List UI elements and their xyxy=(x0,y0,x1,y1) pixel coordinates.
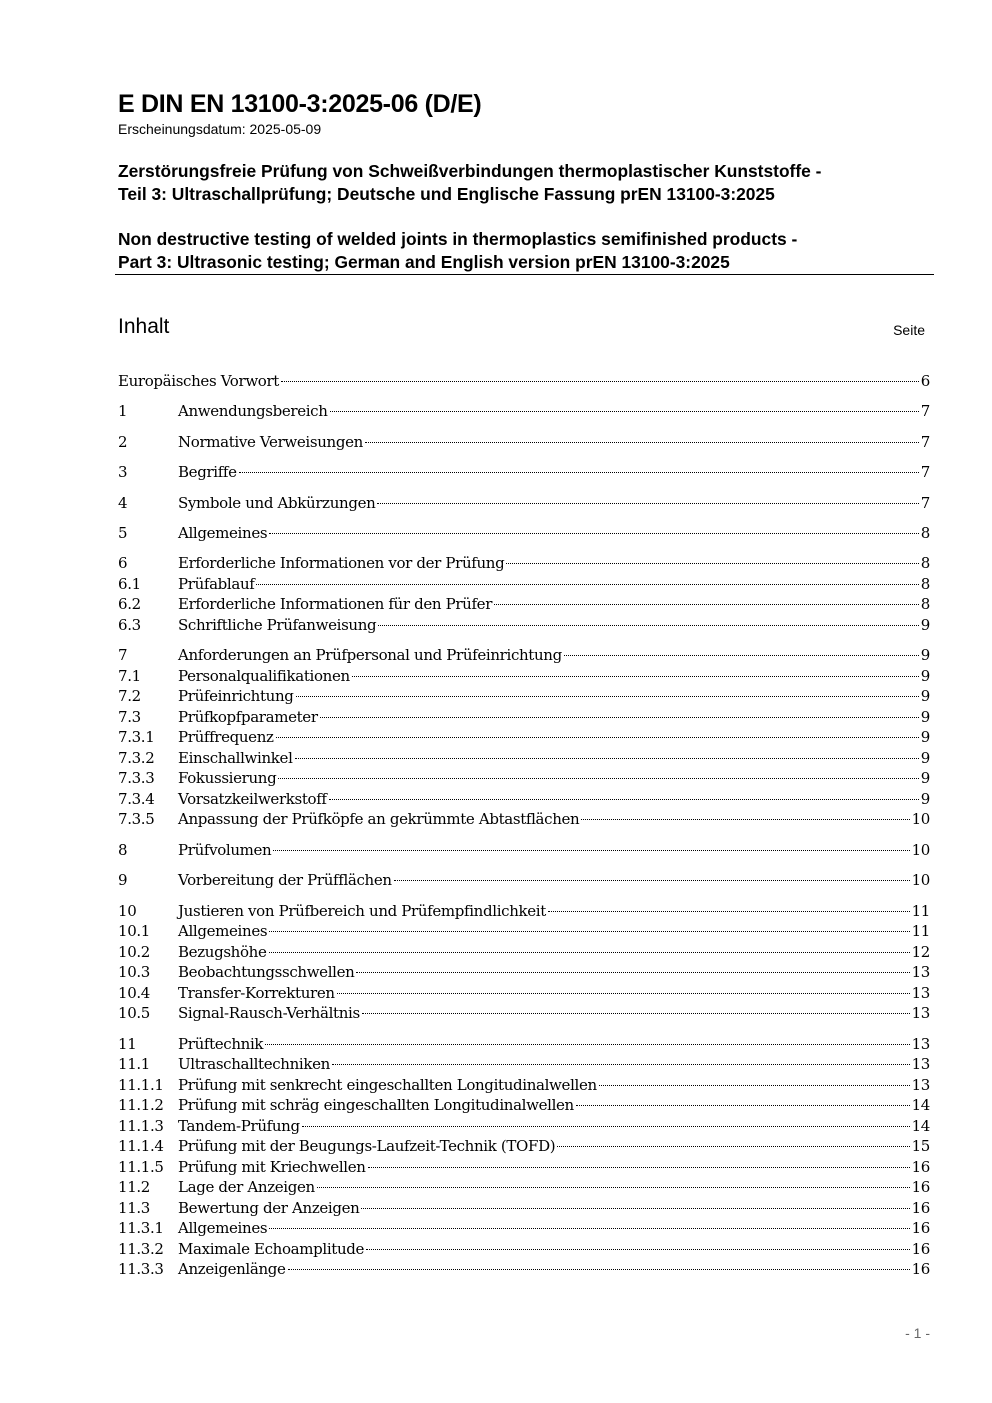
toc-entry-page: 8 xyxy=(920,575,930,593)
toc-dot-leader xyxy=(576,1105,910,1106)
toc-entry-title: Normative Verweisungen xyxy=(178,433,363,451)
toc-entry-number: 11.2 xyxy=(118,1178,150,1196)
toc-entry-page: 9 xyxy=(920,769,930,787)
toc-dot-leader xyxy=(394,880,910,881)
toc-entry-title: Personalqualifikationen xyxy=(178,667,350,685)
toc-entry-number: 7.3.2 xyxy=(118,749,155,767)
toc-entry-number: 11 xyxy=(118,1035,137,1053)
toc-entry[interactable] xyxy=(118,983,930,1004)
toc-entry-page: 7 xyxy=(920,494,930,512)
toc-entry-title: Allgemeines xyxy=(178,1219,268,1237)
toc-entry-title: Erforderliche Informationen für den Prüfer xyxy=(178,595,493,613)
toc-entry-title: Allgemeines xyxy=(178,922,268,940)
toc-entry[interactable] xyxy=(118,942,930,963)
toc-dot-leader xyxy=(581,819,909,820)
toc-entry[interactable] xyxy=(118,727,930,748)
toc-entry[interactable] xyxy=(118,1198,930,1219)
toc-entry[interactable] xyxy=(118,666,930,687)
toc-entry-number: 10.1 xyxy=(118,922,150,940)
toc-entry-title: Prüfung mit senkrecht eingeschallten Longitudinalwellen xyxy=(178,1076,597,1094)
toc-entry-title: Prüfung mit schräg eingeschallten Longitudinalwellen xyxy=(178,1096,574,1114)
toc-entry-number: 7.3.4 xyxy=(118,790,155,808)
toc-entry-number: 7.3.3 xyxy=(118,769,155,787)
toc-entry-number: 6.3 xyxy=(118,616,141,634)
toc-entry-number: 7 xyxy=(118,646,128,664)
toc-dot-leader xyxy=(269,952,910,953)
toc-entry-page: 9 xyxy=(920,646,930,664)
toc-entry-title: Tandem-Prüfung xyxy=(178,1117,300,1135)
toc-entry-page: 13 xyxy=(911,984,930,1002)
toc-entry-page: 12 xyxy=(911,943,930,961)
toc-entry-page: 13 xyxy=(911,1055,930,1073)
toc-entry-number: 11.1.3 xyxy=(118,1117,164,1135)
toc-entry-page: 7 xyxy=(920,433,930,451)
toc-entry[interactable] xyxy=(118,1095,930,1116)
toc-entry-page: 11 xyxy=(911,922,930,940)
toc-entry-number: 3 xyxy=(118,463,128,481)
toc-entry-title: Transfer-Korrekturen xyxy=(178,984,335,1002)
toc-entry-page: 13 xyxy=(911,1004,930,1022)
toc-entry[interactable] xyxy=(118,921,930,942)
toc-entry-title: Prüfeinrichtung xyxy=(178,687,294,705)
toc-dot-leader xyxy=(269,533,919,534)
toc-entry-page: 16 xyxy=(911,1260,930,1278)
toc-entry-number: 11.3.1 xyxy=(118,1219,164,1237)
toc-entry-title: Prüftechnik xyxy=(178,1035,264,1053)
toc-dot-leader xyxy=(256,584,918,585)
toc-dot-leader xyxy=(332,1064,910,1065)
toc-entry-page: 14 xyxy=(911,1096,930,1114)
toc-entry-title: Vorbereitung der Prüfflächen xyxy=(178,871,392,889)
toc-entry-page: 14 xyxy=(911,1117,930,1135)
toc-entry-page: 10 xyxy=(911,841,930,859)
toc-entry-number: 7.2 xyxy=(118,687,141,705)
toc-entry-page: 13 xyxy=(911,1035,930,1053)
toc-entry[interactable] xyxy=(118,686,930,707)
toc-entry-number: 11.1 xyxy=(118,1055,150,1073)
toc-entry-number: 11.1.5 xyxy=(118,1158,164,1176)
toc-entry-title: Anwendungsbereich xyxy=(178,402,328,420)
toc-entry[interactable] xyxy=(118,748,930,769)
toc-entry-number: 8 xyxy=(118,841,128,859)
toc-entry-title: Begriffe xyxy=(178,463,237,481)
toc-entry-page: 9 xyxy=(920,749,930,767)
toc-entry-number: 4 xyxy=(118,494,128,512)
toc-entry-page: 7 xyxy=(920,402,930,420)
toc-entry-number: 10 xyxy=(118,902,137,920)
toc-entry[interactable] xyxy=(118,1239,930,1260)
toc-entry[interactable] xyxy=(118,840,930,861)
toc-entry-page: 16 xyxy=(911,1219,930,1237)
toc-dot-leader xyxy=(320,717,919,718)
toc-entry[interactable] xyxy=(118,493,930,514)
toc-entry-number: 10.2 xyxy=(118,943,150,961)
toc-entry-page: 16 xyxy=(911,1178,930,1196)
toc-entry[interactable] xyxy=(118,432,930,453)
toc-entry-title: Einschallwinkel xyxy=(178,749,293,767)
toc-entry-number: 7.1 xyxy=(118,667,141,685)
toc-entry-title: Signal-Rausch-Verhältnis xyxy=(178,1004,360,1022)
toc-entry-page: 9 xyxy=(920,616,930,634)
toc-dot-leader xyxy=(494,604,919,605)
toc-entry-number: 6.1 xyxy=(118,575,141,593)
toc-entry-title: Symbole und Abkürzungen xyxy=(178,494,376,512)
toc-entry[interactable] xyxy=(118,1157,930,1178)
toc-entry-title: Anzeigenlänge xyxy=(178,1260,286,1278)
toc-entry-number: 10.3 xyxy=(118,963,150,981)
toc-dot-leader xyxy=(378,625,918,626)
toc-entry-title: Prüfkopfparameter xyxy=(178,708,318,726)
toc-dot-leader xyxy=(302,1126,910,1127)
toc-page-label: Seite xyxy=(893,322,925,338)
toc-dot-leader xyxy=(265,1044,909,1045)
toc-entry-page: 16 xyxy=(911,1199,930,1217)
toc-entry-page: 9 xyxy=(920,708,930,726)
toc-entry-number: 11.3 xyxy=(118,1199,150,1217)
toc-entry-title: Lage der Anzeigen xyxy=(178,1178,315,1196)
toc-entry-page: 9 xyxy=(920,790,930,808)
toc-entry[interactable] xyxy=(118,901,930,922)
toc-entry-number: 5 xyxy=(118,524,128,542)
toc-entry-title: Prüfung mit der Beugungs-Laufzeit-Technik (TOFD) xyxy=(178,1137,556,1155)
toc-entry[interactable] xyxy=(118,1034,930,1055)
toc-entry-number: 11.1.4 xyxy=(118,1137,164,1155)
toc-entry-page: 16 xyxy=(911,1240,930,1258)
toc-dot-leader xyxy=(295,758,919,759)
toc-dot-leader xyxy=(239,472,919,473)
title-english xyxy=(118,228,797,274)
toc-entry-number: 11.3.3 xyxy=(118,1260,164,1278)
toc-entry[interactable] xyxy=(118,523,930,544)
toc-entry[interactable] xyxy=(118,1136,930,1157)
toc-entry-title: Fokussierung xyxy=(178,769,277,787)
toc-entry-title: Prüffrequenz xyxy=(178,728,274,746)
toc-entry-title: Beobachtungsschwellen xyxy=(178,963,355,981)
toc-entry-title: Anpassung der Prüfköpfe an gekrümmte Abtastflächen xyxy=(178,810,580,828)
toc-dot-leader xyxy=(269,1228,909,1229)
toc-dot-leader xyxy=(330,411,919,412)
title-english-line-2: Part 3: Ultrasonic testing; German and English version prEN 13100-3:2025 xyxy=(118,252,730,272)
toc-entry[interactable] xyxy=(118,1054,930,1075)
toc-entry[interactable] xyxy=(118,574,930,595)
toc-dot-leader xyxy=(352,676,919,677)
toc-entry[interactable] xyxy=(118,594,930,615)
toc-heading: Inhalt xyxy=(118,315,170,338)
toc-entry-page: 8 xyxy=(920,524,930,542)
toc-entry[interactable] xyxy=(118,1177,930,1198)
toc-entry-title: Justieren von Prüfbereich und Prüfempfindlichkeit xyxy=(178,902,546,920)
toc-entry[interactable] xyxy=(118,707,930,728)
toc-entry[interactable] xyxy=(118,553,930,574)
toc-entry[interactable] xyxy=(118,768,930,789)
title-divider xyxy=(115,274,934,275)
toc-entry-page: 8 xyxy=(920,595,930,613)
toc-dot-leader xyxy=(337,993,910,994)
toc-dot-leader xyxy=(361,1208,909,1209)
toc-dot-leader xyxy=(564,655,919,656)
toc-entry-title: Anforderungen an Prüfpersonal und Prüfeinrichtung xyxy=(178,646,562,664)
toc-dot-leader xyxy=(368,1167,910,1168)
page-number: - 1 - xyxy=(905,1325,930,1341)
toc-entry-page: 13 xyxy=(911,1076,930,1094)
toc-entry-number: 6.2 xyxy=(118,595,141,613)
toc-entry[interactable] xyxy=(118,809,930,830)
toc-entry-page: 7 xyxy=(920,463,930,481)
toc-entry-page: 9 xyxy=(920,667,930,685)
toc-dot-leader xyxy=(269,931,909,932)
toc-entry-title: Europäisches Vorwort xyxy=(118,372,279,390)
toc-entry-number: 2 xyxy=(118,433,128,451)
toc-dot-leader xyxy=(548,911,910,912)
toc-entry[interactable] xyxy=(118,1075,930,1096)
toc-entry-number: 10.4 xyxy=(118,984,150,1002)
toc-dot-leader xyxy=(278,778,918,779)
toc-entry-page: 10 xyxy=(911,810,930,828)
toc-dot-leader xyxy=(273,850,909,851)
toc-entry-title: Vorsatzkeilwerkstoff xyxy=(178,790,327,808)
toc-entry-number: 11.1.1 xyxy=(118,1076,164,1094)
toc-entry-page: 9 xyxy=(920,728,930,746)
toc-entry-page: 8 xyxy=(920,554,930,572)
toc-entry-title: Bewertung der Anzeigen xyxy=(178,1199,360,1217)
toc-entry-number: 6 xyxy=(118,554,128,572)
toc-dot-leader xyxy=(296,696,919,697)
toc-dot-leader xyxy=(599,1085,910,1086)
toc-entry[interactable] xyxy=(118,962,930,983)
toc-entry-page: 16 xyxy=(911,1158,930,1176)
toc-entry-number: 11.1.2 xyxy=(118,1096,164,1114)
toc-entry[interactable] xyxy=(118,870,930,891)
toc-entry-number: 9 xyxy=(118,871,128,889)
toc-entry[interactable] xyxy=(118,401,930,422)
toc-entry-title: Allgemeines xyxy=(178,524,268,542)
toc-dot-leader xyxy=(329,799,919,800)
toc-dot-leader xyxy=(557,1146,909,1147)
toc-entry[interactable] xyxy=(118,462,930,483)
toc-dot-leader xyxy=(366,1249,910,1250)
toc-entry[interactable] xyxy=(118,615,930,636)
toc-entry[interactable] xyxy=(118,789,930,810)
toc-entry-title: Erforderliche Informationen vor der Prüfung xyxy=(178,554,505,572)
toc-entry-page: 15 xyxy=(911,1137,930,1155)
toc-entry[interactable] xyxy=(118,1116,930,1137)
toc-dot-leader xyxy=(506,563,918,564)
toc-entry-page: 6 xyxy=(920,372,930,390)
toc-dot-leader xyxy=(276,737,919,738)
title-german xyxy=(118,160,821,206)
toc-entry[interactable] xyxy=(118,1003,930,1024)
toc-entry-title: Ultraschalltechniken xyxy=(178,1055,330,1073)
toc-dot-leader xyxy=(362,1013,910,1014)
toc-dot-leader xyxy=(377,503,918,504)
toc-dot-leader xyxy=(288,1269,910,1270)
toc-entry-title: Prüfablauf xyxy=(178,575,255,593)
toc-entry-number: 10.5 xyxy=(118,1004,150,1022)
toc-entry-number: 11.3.2 xyxy=(118,1240,164,1258)
toc-entry-page: 11 xyxy=(911,902,930,920)
toc-entry[interactable] xyxy=(118,1218,930,1239)
toc-entry[interactable] xyxy=(118,371,930,392)
toc-entry-title: Schriftliche Prüfanweisung xyxy=(178,616,377,634)
publication-date: Erscheinungsdatum: 2025-05-09 xyxy=(118,121,322,137)
title-english-line-1: Non destructive testing of welded joints in thermoplastics semifinished products - xyxy=(118,229,798,249)
toc-entry[interactable] xyxy=(118,1259,930,1280)
toc-entry-page: 13 xyxy=(911,963,930,981)
toc-entry-title: Prüfvolumen xyxy=(178,841,272,859)
title-german-line-2: Teil 3: Ultraschallprüfung; Deutsche und Englische Fassung prEN 13100-3:2025 xyxy=(118,184,775,204)
toc-entry-title: Bezugshöhe xyxy=(178,943,267,961)
toc-entry-number: 7.3.1 xyxy=(118,728,155,746)
toc-dot-leader xyxy=(317,1187,910,1188)
toc-entry-number: 1 xyxy=(118,402,128,420)
toc-dot-leader xyxy=(356,972,909,973)
toc-entry[interactable] xyxy=(118,645,930,666)
toc-entry-number: 7.3.5 xyxy=(118,810,155,828)
toc-dot-leader xyxy=(281,381,919,382)
toc-entry-page: 10 xyxy=(911,871,930,889)
toc-dot-leader xyxy=(365,442,919,443)
toc-entry-number: 7.3 xyxy=(118,708,141,726)
title-german-line-1: Zerstörungsfreie Prüfung von Schweißverbindungen thermoplastischer Kunststoffe - xyxy=(118,161,822,181)
toc-entry-title: Prüfung mit Kriechwellen xyxy=(178,1158,366,1176)
toc-entry-page: 9 xyxy=(920,687,930,705)
document-id: E DIN EN 13100-3:2025-06 (D/E) xyxy=(118,90,482,118)
toc-entry-title: Maximale Echoamplitude xyxy=(178,1240,365,1258)
